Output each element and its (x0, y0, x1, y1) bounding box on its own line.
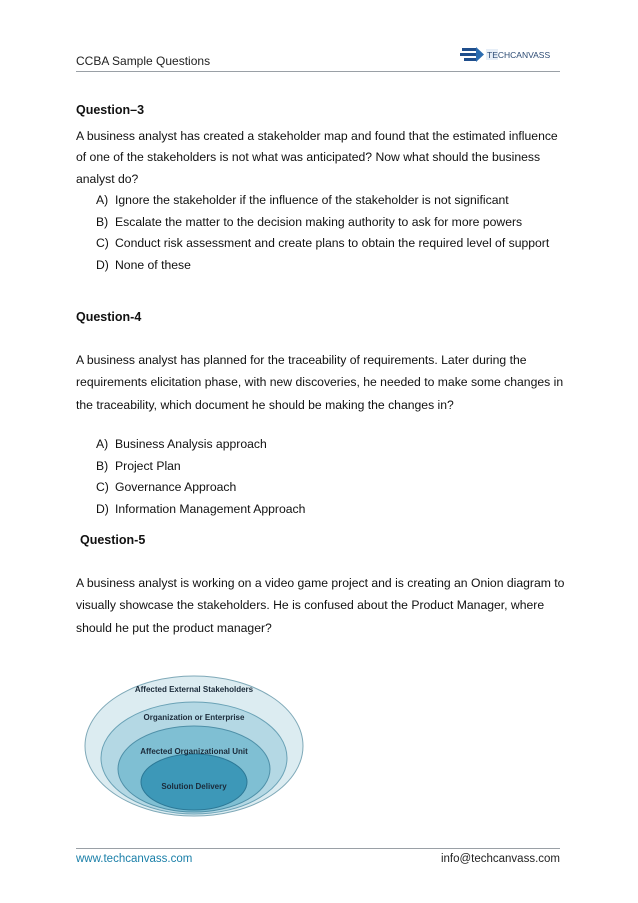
option-text: Project Plan (115, 458, 181, 473)
onion-label-solution: Solution Delivery (161, 782, 227, 791)
option-letter: B) (96, 214, 109, 229)
option-item (96, 190, 566, 212)
option-letter: D) (96, 257, 109, 272)
options-list (76, 434, 566, 520)
logo-text: TECHCANVASS (487, 50, 551, 60)
onion-label-external: Affected External Stakeholders (134, 685, 254, 694)
header-title: CCBA Sample Questions (76, 54, 211, 68)
option-text: Ignore the stakeholder if the influence of the stakeholder is not significant (115, 193, 509, 207)
option-text: Business Analysis approach (115, 437, 267, 451)
option-letter: A) (96, 437, 109, 451)
option-item (96, 233, 566, 255)
option-item (96, 456, 566, 478)
option-letter: D) (96, 501, 109, 516)
option-item (96, 434, 566, 456)
question-3 (76, 100, 566, 276)
question-title: Question–3 (76, 103, 145, 117)
option-text: Information Management Approach (115, 501, 306, 516)
option-item (96, 212, 566, 234)
option-item (96, 477, 566, 499)
onion-label-enterprise: Organization or Enterprise (143, 713, 245, 722)
onion-diagram (84, 668, 306, 818)
option-text: None of these (115, 257, 191, 272)
header-divider (76, 71, 560, 72)
option-item (96, 499, 566, 521)
option-text: Escalate the matter to the decision making authority to ask for more powers (115, 214, 523, 229)
question-title: Question-4 (76, 310, 142, 324)
option-text: Governance Approach (115, 480, 237, 494)
website-link[interactable]: www.techcanvass.com (76, 853, 193, 865)
onion-label-unit: Affected Organizational Unit (140, 747, 248, 756)
option-letter: C) (96, 236, 109, 250)
question-title: Question-5 (80, 533, 146, 547)
option-letter: B) (96, 458, 109, 473)
option-item (96, 255, 566, 277)
question-text: A business analyst has created a stakeholder map and found that the estimated influence of one of the stakeholders is not what was anticipated? Now what should the business analyst do? (76, 128, 558, 186)
options-list (76, 190, 566, 276)
question-4 (76, 307, 566, 520)
question-text: A business analyst is working on a video game project and is creating an Onion diagram to visually showcase the stakeholders. He is confused about the Product Manager, where should he put the product manager? (76, 575, 565, 635)
option-letter: C) (96, 480, 109, 494)
techcanvass-logo (460, 44, 560, 66)
footer-divider (76, 848, 560, 849)
question-text: A business analyst has planned for the traceability of requirements. Later during the requirements elicitation phase, with new discoveries, he needed to make some changes in the traceability, which document he should be making the changes in? (76, 352, 564, 412)
question-5 (76, 530, 566, 639)
option-text: Conduct risk assessment and create plans to obtain the required level of support (115, 236, 550, 250)
option-letter: A) (96, 193, 109, 207)
page-header (76, 50, 560, 72)
contact-email: info@techcanvass.com (440, 853, 560, 865)
